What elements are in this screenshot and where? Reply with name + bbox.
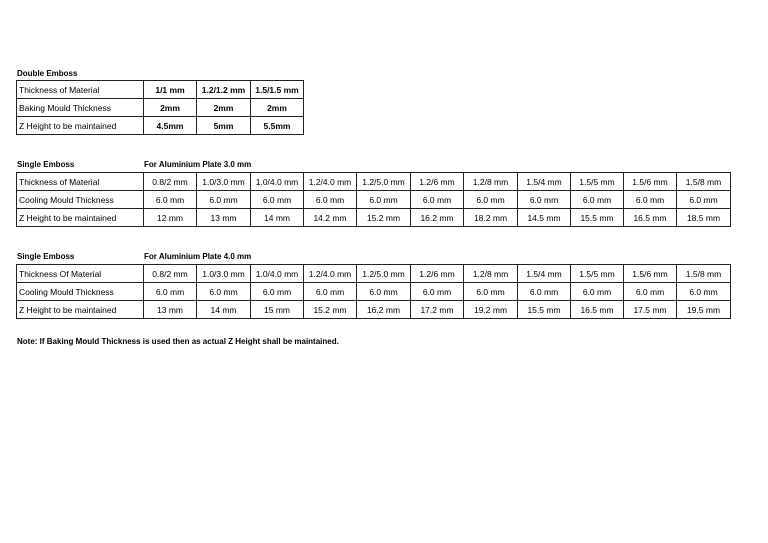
table-cell: 6.0 mm <box>464 283 518 301</box>
table-cell: 14.2 mm <box>304 209 357 227</box>
row-label: Baking Mould Thickness <box>17 99 144 117</box>
table-cell: 6.0 mm <box>304 283 357 301</box>
table-cell: 1.5/1.5 mm <box>251 81 304 99</box>
table-row <box>17 117 304 135</box>
table-cell: 6.0 mm <box>571 191 624 209</box>
table-cell: 16.5 mm <box>571 301 624 319</box>
table-cell: 19.5 mm <box>677 301 731 319</box>
table-cell: 18.2 mm <box>464 209 518 227</box>
table-row <box>17 209 731 227</box>
table-cell: 6.0 mm <box>518 191 571 209</box>
table-cell: 15 mm <box>251 301 304 319</box>
table-cell: 1.2/8 mm <box>464 173 518 191</box>
table-cell: 1.0/3.0 mm <box>197 265 251 283</box>
table-cell: 1.2/5.0 mm <box>357 173 411 191</box>
table-cell: 1.2/5.0 mm <box>357 265 411 283</box>
table-cell: 1.5/5 mm <box>571 265 624 283</box>
table-cell: 6.0 mm <box>464 191 518 209</box>
table-row <box>17 283 731 301</box>
single-emboss-3-title: Single Emboss <box>17 160 75 169</box>
table-cell: 15.2 mm <box>357 209 411 227</box>
single-emboss-3-subtitle: For Aluminium Plate 3.0 mm <box>144 160 252 169</box>
row-label: Z Height to be maintained <box>17 209 144 227</box>
table-row <box>17 301 731 319</box>
table-cell: 4.5mm <box>144 117 197 135</box>
table-cell: 6.0 mm <box>571 283 624 301</box>
table-cell: 6.0 mm <box>304 191 357 209</box>
table-cell: 19.2 mm <box>464 301 518 319</box>
row-label: Thickness Of Material <box>17 265 144 283</box>
table-cell: 6.0 mm <box>144 283 197 301</box>
row-label: Cooling Mould Thickness <box>17 191 144 209</box>
table-cell: 6.0 mm <box>624 191 677 209</box>
single-emboss-4-title: Single Emboss <box>17 252 75 261</box>
table-cell: 1.2/4.0 mm <box>304 265 357 283</box>
row-label: Z Height to be maintained <box>17 117 144 135</box>
table-cell: 15.2 mm <box>304 301 357 319</box>
table-cell: 6.0 mm <box>411 191 464 209</box>
table-cell: 1.5/4 mm <box>518 173 571 191</box>
table-cell: 6.0 mm <box>251 191 304 209</box>
table-cell: 6.0 mm <box>677 283 731 301</box>
table-cell: 1.5/8 mm <box>677 173 731 191</box>
table-cell: 16.5 mm <box>624 209 677 227</box>
table-row <box>17 191 731 209</box>
table-cell: 6.0 mm <box>197 283 251 301</box>
table-cell: 15.5 mm <box>518 301 571 319</box>
table-cell: 6.0 mm <box>411 283 464 301</box>
table-cell: 6.0 mm <box>251 283 304 301</box>
table-cell: 1.0/4.0 mm <box>251 265 304 283</box>
table-cell: 5mm <box>197 117 251 135</box>
table-cell: 16.2 mm <box>411 209 464 227</box>
table-cell: 6.0 mm <box>357 283 411 301</box>
table-cell: 0.8/2 mm <box>144 173 197 191</box>
table-cell: 1.0/3.0 mm <box>197 173 251 191</box>
table-cell: 17.2 mm <box>411 301 464 319</box>
table-row <box>17 81 304 99</box>
double-emboss-title: Double Emboss <box>17 69 78 78</box>
note-text: Note: If Baking Mould Thickness is used then as actual Z Height shall be maintained. <box>17 337 339 346</box>
table-cell: 13 mm <box>144 301 197 319</box>
table-cell: 6.0 mm <box>624 283 677 301</box>
row-label: Cooling Mould Thickness <box>17 283 144 301</box>
table-cell: 2mm <box>144 99 197 117</box>
table-cell: 0.8/2 mm <box>144 265 197 283</box>
table-cell: 14 mm <box>197 301 251 319</box>
table-cell: 1.2/8 mm <box>464 265 518 283</box>
table-cell: 1.2/1.2 mm <box>197 81 251 99</box>
double-emboss-table <box>16 80 304 135</box>
table-cell: 1/1 mm <box>144 81 197 99</box>
table-row <box>17 99 304 117</box>
table-cell: 1.2/4.0 mm <box>304 173 357 191</box>
table-cell: 6.0 mm <box>357 191 411 209</box>
table-cell: 2mm <box>251 99 304 117</box>
table-cell: 13 mm <box>197 209 251 227</box>
row-label: Z Height to be maintained <box>17 301 144 319</box>
table-cell: 1.5/4 mm <box>518 265 571 283</box>
table-cell: 17.5 mm <box>624 301 677 319</box>
table-cell: 14 mm <box>251 209 304 227</box>
table-cell: 1.5/8 mm <box>677 265 731 283</box>
single-emboss-4-table <box>16 264 731 319</box>
table-row <box>17 173 731 191</box>
table-cell: 1.2/6 mm <box>411 173 464 191</box>
table-cell: 6.0 mm <box>197 191 251 209</box>
table-cell: 1.2/6 mm <box>411 265 464 283</box>
table-cell: 2mm <box>197 99 251 117</box>
table-cell: 15.5 mm <box>571 209 624 227</box>
table-cell: 1.0/4.0 mm <box>251 173 304 191</box>
table-cell: 6.0 mm <box>677 191 731 209</box>
table-cell: 1.5/5 mm <box>571 173 624 191</box>
table-cell: 1.5/6 mm <box>624 173 677 191</box>
table-row <box>17 265 731 283</box>
table-cell: 18.5 mm <box>677 209 731 227</box>
table-cell: 14.5 mm <box>518 209 571 227</box>
row-label: Thickness of Material <box>17 173 144 191</box>
single-emboss-3-table <box>16 172 731 227</box>
table-cell: 5.5mm <box>251 117 304 135</box>
single-emboss-4-subtitle: For Aluminium Plate 4.0 mm <box>144 252 252 261</box>
table-cell: 16.2 mm <box>357 301 411 319</box>
row-label: Thickness of Material <box>17 81 144 99</box>
table-cell: 6.0 mm <box>144 191 197 209</box>
table-cell: 6.0 mm <box>518 283 571 301</box>
table-cell: 1.5/6 mm <box>624 265 677 283</box>
table-cell: 12 mm <box>144 209 197 227</box>
